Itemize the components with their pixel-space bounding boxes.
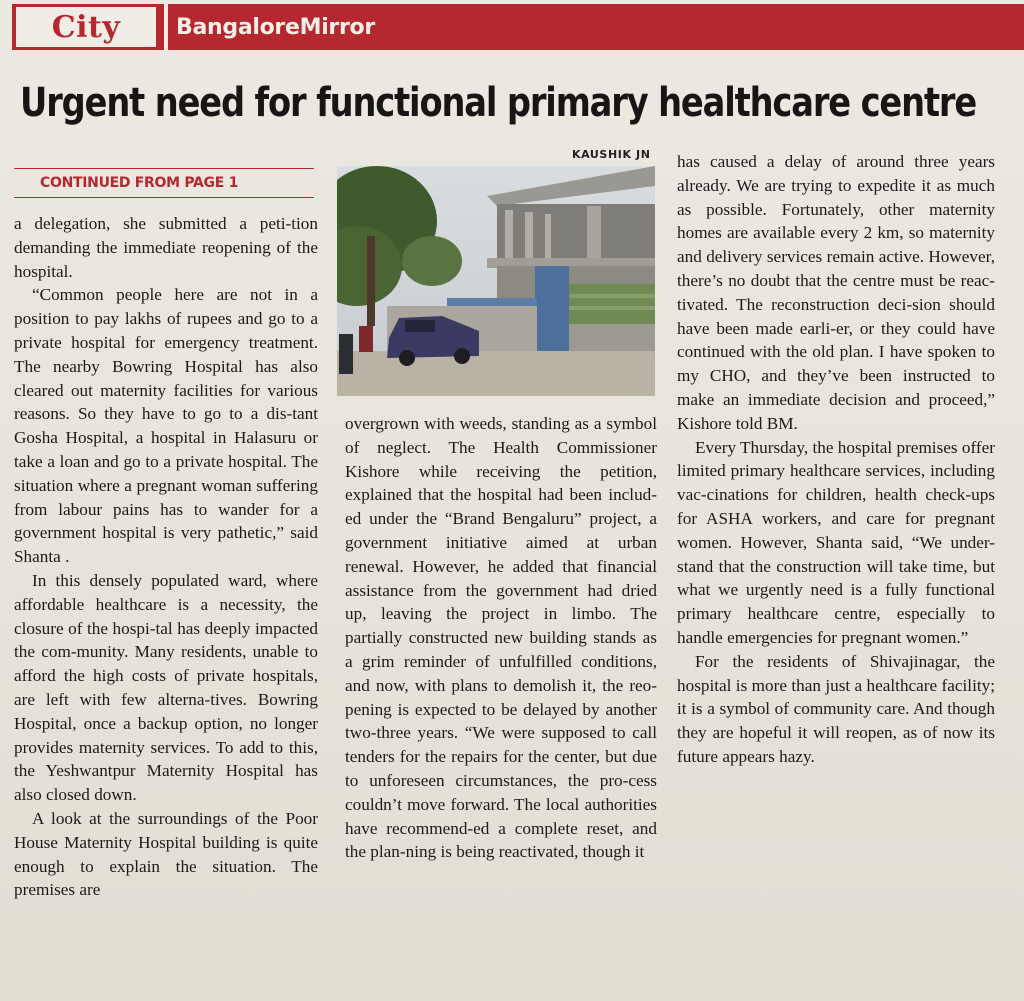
section-label: City [16,7,156,47]
newspaper-name: BangaloreMirror [176,14,375,40]
paragraph: Every Thursday, the hospital premises offer limited primary healthcare services, including vac-cinations for children, health check-ups for ASHA workers, and care for pregnant women. However, Shanta said, “We under-stand that the construction will take time, but what we urgently need is a fully functional primary healthcare centre, especially to handle emergencies for pregnant women.” [677,437,995,647]
hospital-building-photo [337,166,655,396]
article-headline: Urgent need for functional primary healthcare centre [20,80,977,126]
paragraph: In this densely populated ward, where affordable healthcare is a necessity, the closure of the hospi-tal has deeply impacted the com-munity. Many residents, unable to afford the high costs of private hospitals, are left with few alterna-tives. Bowring Hospital, once a backup option, no longer provides maternity services. To add to this, the Yeshwantpur Maternity Hospital has also closed down. [14,570,318,805]
section-header-bar [12,4,1024,50]
column-1 [14,212,318,902]
column-2 [345,412,657,864]
photo-credit: KAUSHIK JN [572,148,651,161]
paragraph: A look at the surroundings of the Poor House Maternity Hospital building is quite enough to explain the situation. The premises are [14,808,318,900]
paragraph: “Common people here are not in a position to pay lakhs of rupees and go to a private hospital for emergency treatment. The nearby Bowring Hospital has also cleared out maternity facilities for various reasons. So they have to go to a dis-tant Gosha Hospital, a hospital in Halasuru or take a loan and go to a private hospital. The situation where a pregnant woman suffering from labour pains has to wander for a government hospital is very pathetic,” said Shanta . [14,285,318,567]
paragraph: a delegation, she submitted a peti-tion demanding the immediate reopening of the hospital. [14,214,318,281]
header-divider [164,4,168,50]
paragraph: has caused a delay of around three years already. We are trying to expedite it as much as possible. Fortunately, other maternity homes are available every 2 km, so maternity and delivery services remain active. However, there’s no doubt that the centre must be reac-tivated. The reconstruction deci-sion should have been made earli-er, or they could have continued with the old plan. I have spoken to my CHO, and they’ve been instructed to make an immediate decision and proceed,” Kishore told BM. [677,152,995,433]
continued-tag [14,168,314,198]
column-3 [677,150,995,769]
article-photo [337,166,655,396]
paragraph: For the residents of Shivajinagar, the hospital is more than just a healthcare facility; it is a symbol of community care. And though they are hopeful it will reopen, as of now its future appears hazy. [677,651,995,766]
continued-label: CONTINUED FROM PAGE 1 [40,175,239,191]
paragraph: overgrown with weeds, standing as a symbol of neglect. The Health Commissioner Kishore while receiving the petition, explained that the hospital had been includ-ed under the “Brand Bengaluru” project, a government initiative aimed at urban renewal. However, he added that financial assistance from the government had dried up, leaving the project in limbo. The partially constructed new building stands as a grim reminder of unfulfilled conditions, and now, with plans to demolish it, the reo-pening is expected to be delayed by another two-three years. “We were supposed to call tenders for the repairs for the center, but due to unforeseen circumstances, the pro-cess couldn’t move forward. The local authorities have recommend-ed a complete reset, and the plan-ning is being reactivated, though it [345,414,657,862]
